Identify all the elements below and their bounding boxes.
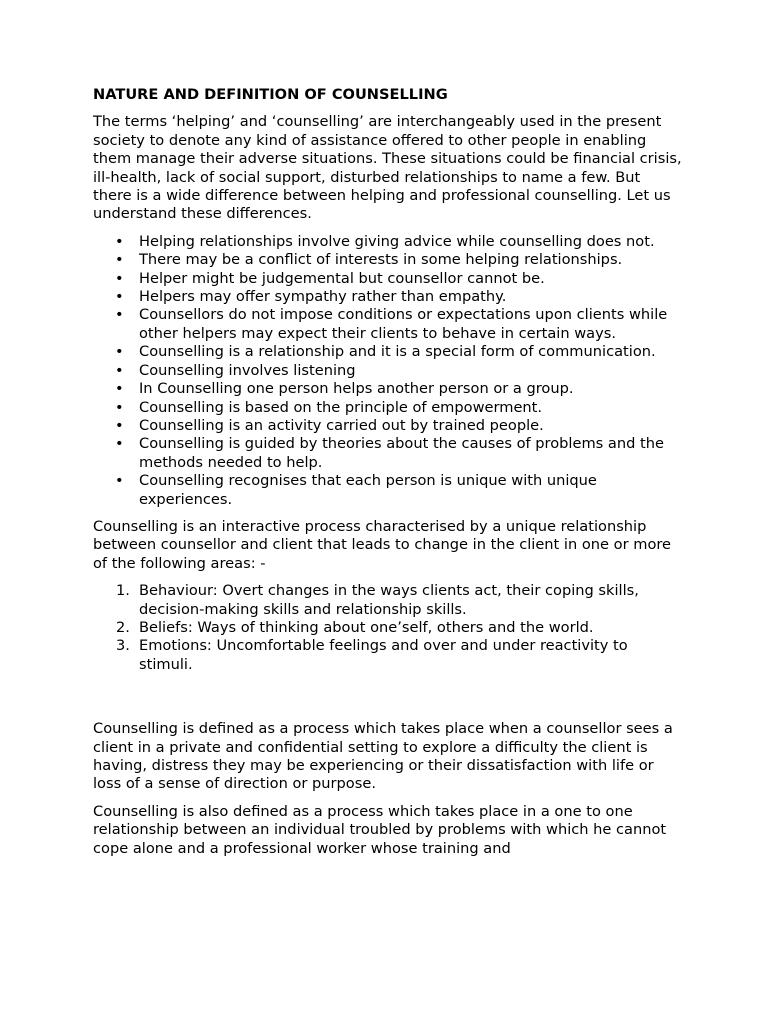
numbered-item [93, 619, 683, 637]
list-item [93, 233, 683, 251]
list-item [93, 362, 683, 380]
list-item-text: Counselling recognises that each person is unique with unique experiences. [139, 472, 597, 508]
list-item [93, 251, 683, 269]
bullet-icon: • [115, 380, 124, 398]
bullet-icon: • [115, 232, 124, 250]
list-item-text: Counselling is a relationship and it is a special form of communication. [139, 343, 656, 361]
definition-paragraph-2: Counselling is also defined as a process which takes place in a one to one relationship between an individual troubled by problems with which he cannot cope alone and a professional worker whose training and [93, 802, 667, 857]
item-number: 1. [116, 582, 130, 600]
bullet-icon: • [115, 435, 124, 453]
list-item [93, 417, 683, 435]
document-heading: NATURE AND DEFINITION OF COUNSELLING [93, 86, 448, 103]
numbered-item [93, 637, 683, 674]
bullet-icon: • [115, 251, 124, 269]
numbered-item-text: Beliefs: Ways of thinking about one’self, others and the world. [139, 618, 594, 636]
blank-line [93, 683, 683, 720]
numbered-item [93, 582, 683, 619]
list-item [93, 306, 683, 343]
list-item [93, 472, 683, 509]
list-item-text: Helpers may offer sympathy rather than empathy. [139, 288, 507, 306]
bullet-icon: • [115, 361, 124, 379]
bullet-icon: • [115, 398, 124, 416]
document-page [93, 86, 683, 867]
bullet-icon: • [115, 472, 124, 490]
definition-paragraph-1: Counselling is defined as a process which takes place when a counsellor sees a client in a private and confidential setting to explore a difficulty the client is having, distress they may be experiencing or their dissatisfaction with life or loss of a sense of direction or purpose. [93, 720, 673, 793]
change-areas-list [93, 582, 683, 674]
process-paragraph: Counselling is an interactive process characterised by a unique relationship between counsellor and client that leads to change in the client in one or more of the following areas: - [93, 517, 672, 572]
item-number: 3. [116, 637, 130, 655]
numbered-item-text: Behaviour: Overt changes in the ways clients act, their coping skills, decision-making skills and relationship skills. [139, 582, 639, 618]
list-item-text: There may be a conflict of interests in some helping relationships. [139, 251, 623, 269]
bullet-icon: • [115, 306, 124, 324]
list-item [93, 380, 683, 398]
differences-list [93, 233, 683, 509]
intro-paragraph: The terms ‘helping’ and ‘counselling’ are interchangeably used in the present society to denote any kind of assistance offered to other people in enabling them manage their adverse situations. These situations could be financial crisis, ill-health, lack of social support, disturbed relationships to name a few. But there is a wide difference between helping and professional counselling. Let us understand these differences. [93, 113, 682, 223]
list-item-text: Counselling is based on the principle of empowerment. [139, 398, 543, 416]
list-item [93, 399, 683, 417]
bullet-icon: • [115, 416, 124, 434]
item-number: 2. [116, 618, 130, 636]
list-item [93, 270, 683, 288]
bullet-icon: • [115, 269, 124, 287]
list-item-text: Helping relationships involve giving advice while counselling does not. [139, 232, 655, 250]
list-item-text: In Counselling one person helps another person or a group. [139, 380, 574, 398]
numbered-item-text: Emotions: Uncomfortable feelings and over and under reactivity to stimuli. [139, 637, 628, 673]
list-item [93, 288, 683, 306]
list-item-text: Counsellors do not impose conditions or expectations upon clients while other helpers may expect their clients to behave in certain ways. [139, 306, 668, 342]
list-item [93, 343, 683, 361]
list-item-text: Helper might be judgemental but counsellor cannot be. [139, 269, 545, 287]
list-item [93, 435, 683, 472]
list-item-text: Counselling involves listening [139, 361, 356, 379]
bullet-icon: • [115, 288, 124, 306]
bullet-icon: • [115, 343, 124, 361]
list-item-text: Counselling is an activity carried out by trained people. [139, 416, 544, 434]
list-item-text: Counselling is guided by theories about the causes of problems and the methods needed to help. [139, 435, 664, 471]
